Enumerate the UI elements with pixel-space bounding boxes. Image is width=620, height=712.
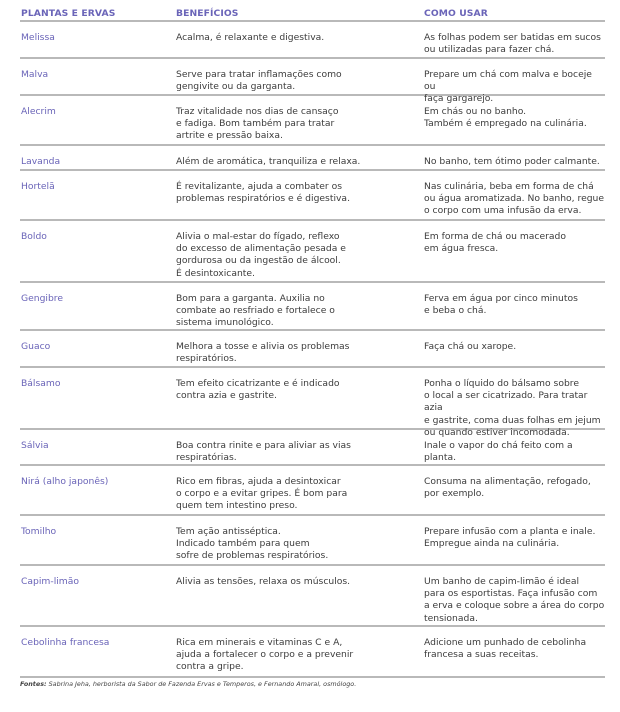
table-row bbox=[20, 566, 605, 627]
table-row bbox=[20, 331, 605, 368]
plant-benefit: Traz vitalidade nos dias de cansaço e fadiga. Bom também para tratar artrite e pressão baixa. bbox=[176, 106, 339, 142]
table-row bbox=[20, 171, 605, 221]
table-row bbox=[20, 221, 605, 283]
sources-text: Sabrina Jeha, herborista da Sabor de Fazenda Ervas e Temperos, e Fernando Amaral, osmólogo. bbox=[46, 680, 357, 688]
table-row bbox=[20, 283, 605, 331]
plant-name: Malva bbox=[21, 69, 49, 80]
plant-benefit: Alivia o mal-estar do fígado, reflexo do excesso de alimentação pesada e gordurosa ou da ingestão de álcool. É desintoxicante. bbox=[176, 231, 346, 279]
sources-footnote bbox=[20, 680, 356, 688]
table-row bbox=[20, 368, 605, 438]
table-row bbox=[20, 96, 605, 146]
table-row bbox=[20, 516, 605, 566]
herbs-table bbox=[20, 0, 605, 678]
plant-usage: Ponha o líquido do bálsamo sobre o local a ser cicatrizado. Para tratar azia e gastrite, coma duas folhas em jejum ou quando estiver incomodada. bbox=[424, 378, 601, 438]
table-row bbox=[20, 466, 605, 516]
plant-name: Gengibre bbox=[21, 293, 64, 304]
plant-name: Cebolinha francesa bbox=[21, 637, 110, 648]
plant-benefit: Boa contra rinite e para aliviar as vias respiratórias. bbox=[176, 440, 351, 464]
plant-name: Lavanda bbox=[21, 156, 61, 167]
plant-benefit: Acalma, é relaxante e digestiva. bbox=[176, 32, 325, 43]
plant-usage: Faça chá ou xarope. bbox=[424, 341, 517, 352]
plant-usage: Um banho de capim-limão é ideal para os esportistas. Faça infusão com a erva e coloque sobre a área do corpo tensionada. bbox=[424, 576, 605, 624]
plant-name: Bálsamo bbox=[21, 378, 61, 389]
plant-name: Nirá (alho japonês) bbox=[21, 476, 109, 487]
plant-name: Boldo bbox=[21, 231, 47, 242]
plant-usage: Consuma na alimentação, refogado, por exemplo. bbox=[424, 476, 591, 500]
table-row bbox=[20, 22, 605, 59]
header-usage: COMO USAR bbox=[424, 8, 488, 19]
plant-usage: Ferva em água por cinco minutos e beba o chá. bbox=[424, 293, 578, 317]
plant-name: Hortelã bbox=[21, 181, 55, 192]
plant-usage: Em forma de chá ou macerado em água fresca. bbox=[424, 231, 566, 255]
table-row bbox=[20, 59, 605, 105]
plant-name: Guaco bbox=[21, 341, 51, 352]
plant-benefit: Além de aromática, tranquiliza e relaxa. bbox=[176, 156, 361, 167]
plant-name: Capim-limão bbox=[21, 576, 80, 587]
plant-benefit: É revitalizante, ajuda a combater os problemas respiratórios e é digestiva. bbox=[176, 181, 350, 205]
table-row bbox=[20, 146, 605, 171]
plant-benefit: Alivia as tensões, relaxa os músculos. bbox=[176, 576, 351, 587]
plant-benefit: Tem ação antisséptica. Indicado também para quem sofre de problemas respiratórios. bbox=[176, 526, 329, 562]
plant-usage: Prepare um chá com malva e boceje ou faça gargarejo. bbox=[424, 69, 592, 105]
plant-benefit: Melhora a tosse e alivia os problemas respiratórios. bbox=[176, 341, 350, 365]
plant-usage: Nas culinária, beba em forma de chá ou água aromatizada. No banho, regue o corpo com uma infusão da erva. bbox=[424, 181, 605, 217]
plant-usage: As folhas podem ser batidas em sucos ou utilizadas para fazer chá. bbox=[424, 32, 601, 56]
plant-usage: No banho, tem ótimo poder calmante. bbox=[424, 156, 600, 167]
plant-benefit: Serve para tratar inflamações como gengivite ou da garganta. bbox=[176, 69, 342, 93]
plant-name: Melissa bbox=[21, 32, 55, 43]
plant-usage: Em chás ou no banho. Também é empregado na culinária. bbox=[424, 106, 587, 130]
plant-name: Tomilho bbox=[21, 526, 57, 537]
plant-name: Sálvia bbox=[21, 440, 49, 451]
plant-benefit: Bom para a garganta. Auxilia no combate ao resfriado e fortalece o sistema imunológico. bbox=[176, 293, 335, 329]
table-header bbox=[20, 0, 605, 22]
plant-usage: Adicione um punhado de cebolinha francesa a suas receitas. bbox=[424, 637, 587, 661]
header-benefits: BENEFÍCIOS bbox=[176, 8, 239, 19]
plant-usage: Inale o vapor do chá feito com a planta. bbox=[424, 440, 573, 464]
header-plants: PLANTAS E ERVAS bbox=[21, 8, 116, 19]
plant-benefit: Rico em fibras, ajuda a desintoxicar o corpo e a evitar gripes. É bom para quem tem intestino preso. bbox=[176, 476, 348, 512]
plant-usage: Prepare infusão com a planta e inale. Empregue ainda na culinária. bbox=[424, 526, 596, 550]
plant-benefit: Rica em minerais e vitaminas C e A, ajuda a fortalecer o corpo e a prevenir contra a gripe. bbox=[176, 637, 354, 673]
plant-benefit: Tem efeito cicatrizante e é indicado contra azia e gastrite. bbox=[176, 378, 340, 402]
plant-name: Alecrim bbox=[21, 106, 56, 117]
table-row bbox=[20, 627, 605, 678]
sources-label: Fontes: bbox=[20, 680, 47, 688]
